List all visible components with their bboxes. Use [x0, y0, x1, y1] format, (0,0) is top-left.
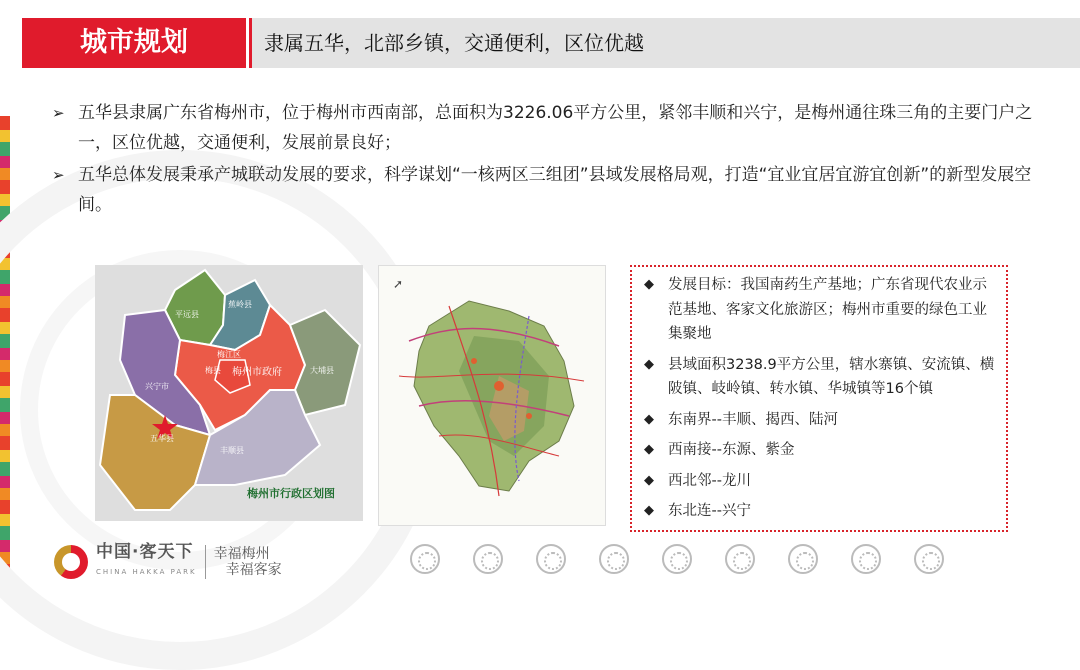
info-item [642, 499, 998, 524]
diamond-bullet-icon: ◆ [644, 472, 654, 488]
north-arrow-icon: ➚ [393, 277, 404, 291]
info-text: 东北连--兴宁 [668, 503, 751, 519]
bullet-list [52, 98, 1052, 222]
brand-name [96, 542, 197, 582]
map-label-jiaoling: 蕉岭县 [228, 300, 252, 309]
info-text: 县域面积3238.9平方公里，辖水寨镇、安流镇、横陂镇、岐岭镇、转水镇、华城镇等16个镇 [668, 356, 995, 397]
ornament-icon [410, 544, 440, 574]
ornament-icon [851, 544, 881, 574]
admin-map-graphic [95, 265, 363, 521]
info-item [642, 273, 998, 347]
footer-divider [205, 545, 206, 579]
ornament-icon [599, 544, 629, 574]
map-label-fengshun: 丰顺县 [220, 446, 244, 455]
info-item [642, 438, 998, 463]
meizhou-admin-map [95, 265, 363, 521]
ornament-icon [788, 544, 818, 574]
bullet-item [52, 98, 1052, 158]
diamond-bullet-icon: ◆ [644, 503, 654, 518]
map-label-meijiang: 梅江区 [217, 350, 241, 359]
diamond-bullet-icon: ◆ [644, 411, 654, 427]
brand-title: 中国·客天下 [96, 542, 194, 562]
footer-slogan [214, 546, 282, 578]
header [22, 18, 1080, 68]
map-label-wuhua: 五华县 [150, 434, 174, 443]
section-title: 城市规划 [22, 18, 246, 68]
section-subtitle: 隶属五华，北部乡镇，交通便利，区位优越 [252, 18, 1080, 68]
diamond-bullet-icon: ◆ [644, 277, 654, 292]
wuhua-county-map [378, 265, 606, 526]
info-item [642, 353, 998, 402]
bullet-text: 五华县隶属广东省梅州市，位于梅州市西南部，总面积为3226.06平方公里，紧邻丰顺和兴宁，是梅州通往珠三角的主要门户之一，区位优越，交通便利，发展前景良好； [78, 103, 1033, 153]
arrow-bullet-icon: ➢ [52, 104, 65, 122]
map-label-pingyuan: 平远县 [175, 310, 199, 319]
info-item [642, 469, 998, 494]
ornament-icon [662, 544, 692, 574]
bullet-item [52, 160, 1052, 220]
map-label-dapu: 大埔县 [310, 366, 334, 375]
info-text: 发展目标：我国南药生产基地；广东省现代农业示范基地、客家文化旅游区；梅州市重要的绿色工业集聚地 [668, 277, 987, 342]
info-text: 西北邻--龙川 [668, 472, 751, 489]
info-text: 西南接--东源、紫金 [668, 442, 795, 458]
map-label-xingning: 兴宁市 [145, 382, 169, 391]
slogan-line2: 幸福客家 [225, 562, 282, 578]
arrow-bullet-icon: ➢ [52, 166, 65, 184]
ornament-icon [914, 544, 944, 574]
map-label-meixian: 梅县 [205, 366, 221, 375]
ornament-icon [725, 544, 755, 574]
ornament-icon [473, 544, 503, 574]
diamond-bullet-icon: ◆ [644, 356, 654, 372]
footer-ornaments [410, 544, 944, 574]
ornament-icon [536, 544, 566, 574]
info-item [642, 408, 998, 433]
bullet-text: 五华总体发展秉承产城联动发展的要求，科学谋划“一核两区三组团”县域发展格局观，打造“宜业宜居宜游宜创新”的新型发展空间。 [78, 165, 1032, 215]
diamond-bullet-icon: ◆ [644, 442, 654, 457]
footer-logo [54, 542, 282, 582]
brand-logo-icon [54, 545, 88, 579]
map-label-gov: 梅州市政府 [232, 367, 282, 378]
slogan-line1: 幸福梅州 [213, 546, 270, 562]
map-caption: 梅州市行政区划图 [247, 487, 335, 500]
info-text: 东南界--丰顺、揭西、陆河 [668, 411, 838, 428]
county-map-graphic [379, 266, 605, 525]
brand-subtitle: CHINA HAKKA PARK [96, 568, 197, 576]
info-box [630, 265, 1008, 532]
